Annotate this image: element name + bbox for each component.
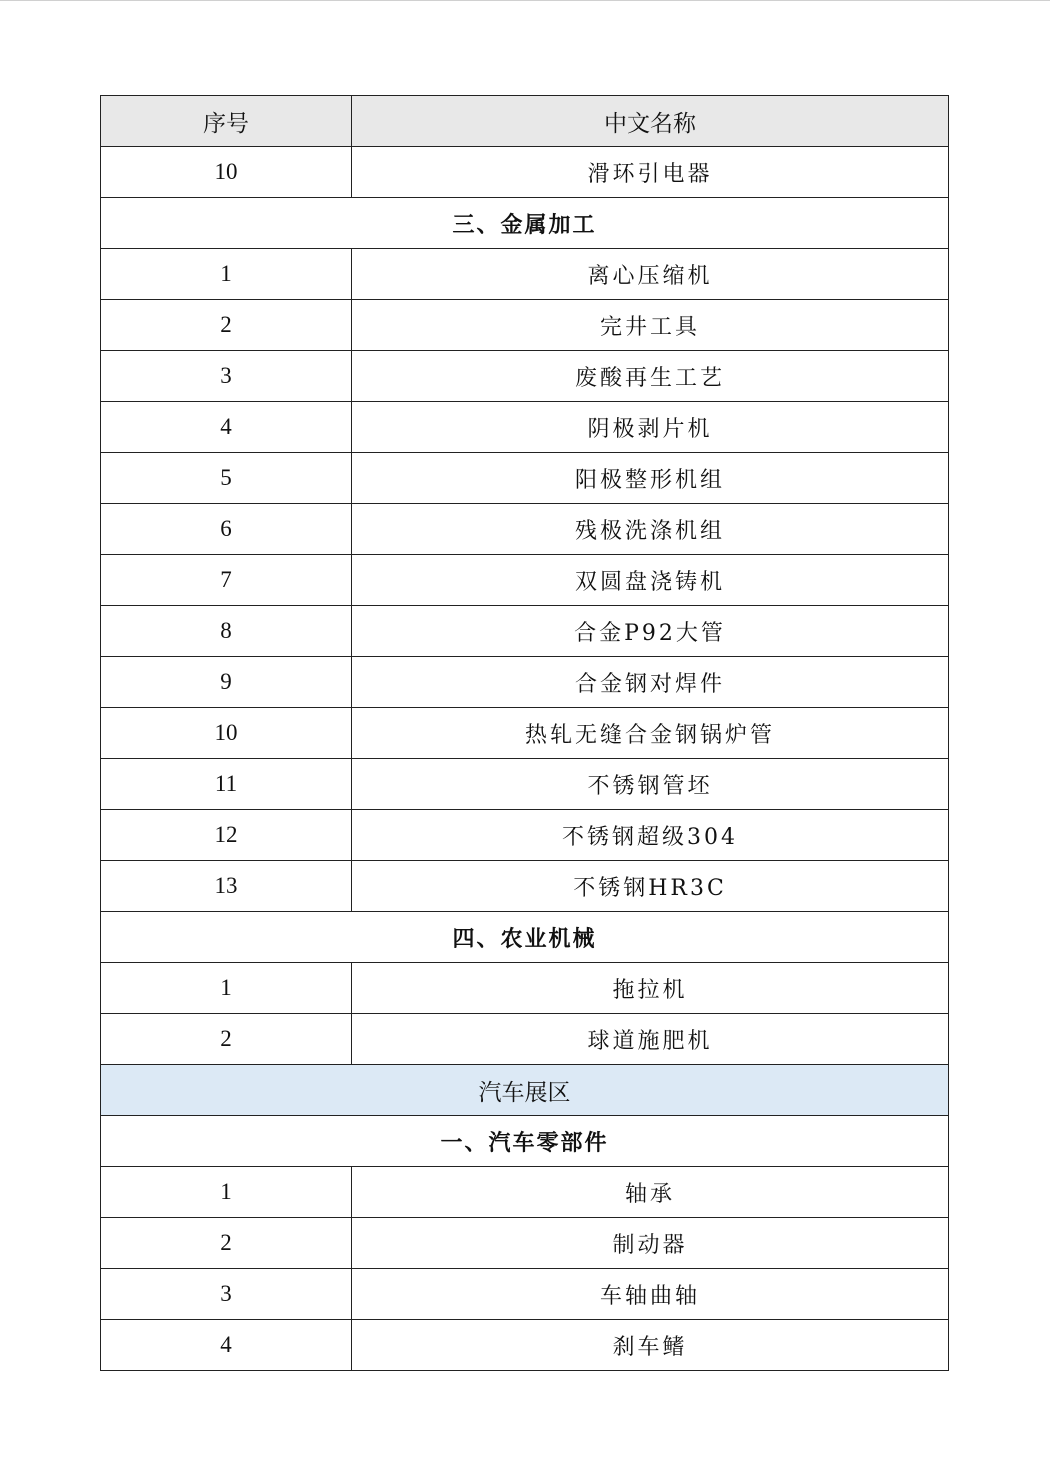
row-name: 残极洗涤机组: [352, 504, 949, 555]
row-seq: 11: [101, 759, 352, 810]
row-name: 废酸再生工艺: [352, 351, 949, 402]
row-name: 完井工具: [352, 300, 949, 351]
page-top-rule: [0, 0, 1050, 1]
table-row: [101, 1014, 949, 1065]
row-seq: 2: [101, 1218, 352, 1269]
row-seq: 13: [101, 861, 352, 912]
row-name: 阳极整形机组: [352, 453, 949, 504]
section-title: 一、汽车零部件: [101, 1116, 949, 1167]
row-name: 阴极剥片机: [352, 402, 949, 453]
zone-row: [101, 1065, 949, 1116]
row-seq: 2: [101, 1014, 352, 1065]
row-seq: 1: [101, 963, 352, 1014]
table-row: [101, 1320, 949, 1371]
row-seq: 10: [101, 147, 352, 198]
table-row: [101, 147, 949, 198]
row-name: 轴承: [352, 1167, 949, 1218]
product-table: [100, 95, 949, 1371]
table-row: [101, 453, 949, 504]
row-seq: 10: [101, 708, 352, 759]
table-row: [101, 249, 949, 300]
row-name: 不锈钢HR3C: [352, 861, 949, 912]
table-row: [101, 504, 949, 555]
table-row: [101, 657, 949, 708]
zone-title: 汽车展区: [101, 1065, 949, 1116]
row-name: 不锈钢超级304: [352, 810, 949, 861]
row-name: 不锈钢管坯: [352, 759, 949, 810]
row-name: 合金P92大管: [352, 606, 949, 657]
row-name: 球道施肥机: [352, 1014, 949, 1065]
row-name: 离心压缩机: [352, 249, 949, 300]
section-row: [101, 1116, 949, 1167]
row-name: 拖拉机: [352, 963, 949, 1014]
row-name: 车轴曲轴: [352, 1269, 949, 1320]
table-row: [101, 300, 949, 351]
section-title: 三、金属加工: [101, 198, 949, 249]
table-row: [101, 708, 949, 759]
row-seq: 6: [101, 504, 352, 555]
row-name: 制动器: [352, 1218, 949, 1269]
row-seq: 4: [101, 402, 352, 453]
table-row: [101, 1167, 949, 1218]
table-row: [101, 402, 949, 453]
table-row: [101, 351, 949, 402]
table-row: [101, 861, 949, 912]
table-row: [101, 1218, 949, 1269]
row-name: 刹车鳍: [352, 1320, 949, 1371]
row-seq: 12: [101, 810, 352, 861]
row-seq: 8: [101, 606, 352, 657]
table-row: [101, 963, 949, 1014]
row-name: 合金钢对焊件: [352, 657, 949, 708]
row-name: 滑环引电器: [352, 147, 949, 198]
table-header-row: [101, 96, 949, 147]
table-row: [101, 606, 949, 657]
row-seq: 9: [101, 657, 352, 708]
header-seq: 序号: [101, 96, 352, 147]
row-seq: 5: [101, 453, 352, 504]
row-seq: 7: [101, 555, 352, 606]
row-seq: 1: [101, 249, 352, 300]
table-row: [101, 759, 949, 810]
table-row: [101, 810, 949, 861]
row-seq: 2: [101, 300, 352, 351]
row-name: 热轧无缝合金钢锅炉管: [352, 708, 949, 759]
table-row: [101, 555, 949, 606]
table-row: [101, 1269, 949, 1320]
section-row: [101, 912, 949, 963]
row-seq: 3: [101, 351, 352, 402]
row-seq: 4: [101, 1320, 352, 1371]
row-seq: 1: [101, 1167, 352, 1218]
header-name: 中文名称: [352, 96, 949, 147]
section-title: 四、农业机械: [101, 912, 949, 963]
row-name: 双圆盘浇铸机: [352, 555, 949, 606]
row-seq: 3: [101, 1269, 352, 1320]
section-row: [101, 198, 949, 249]
table-body: [101, 147, 949, 1371]
